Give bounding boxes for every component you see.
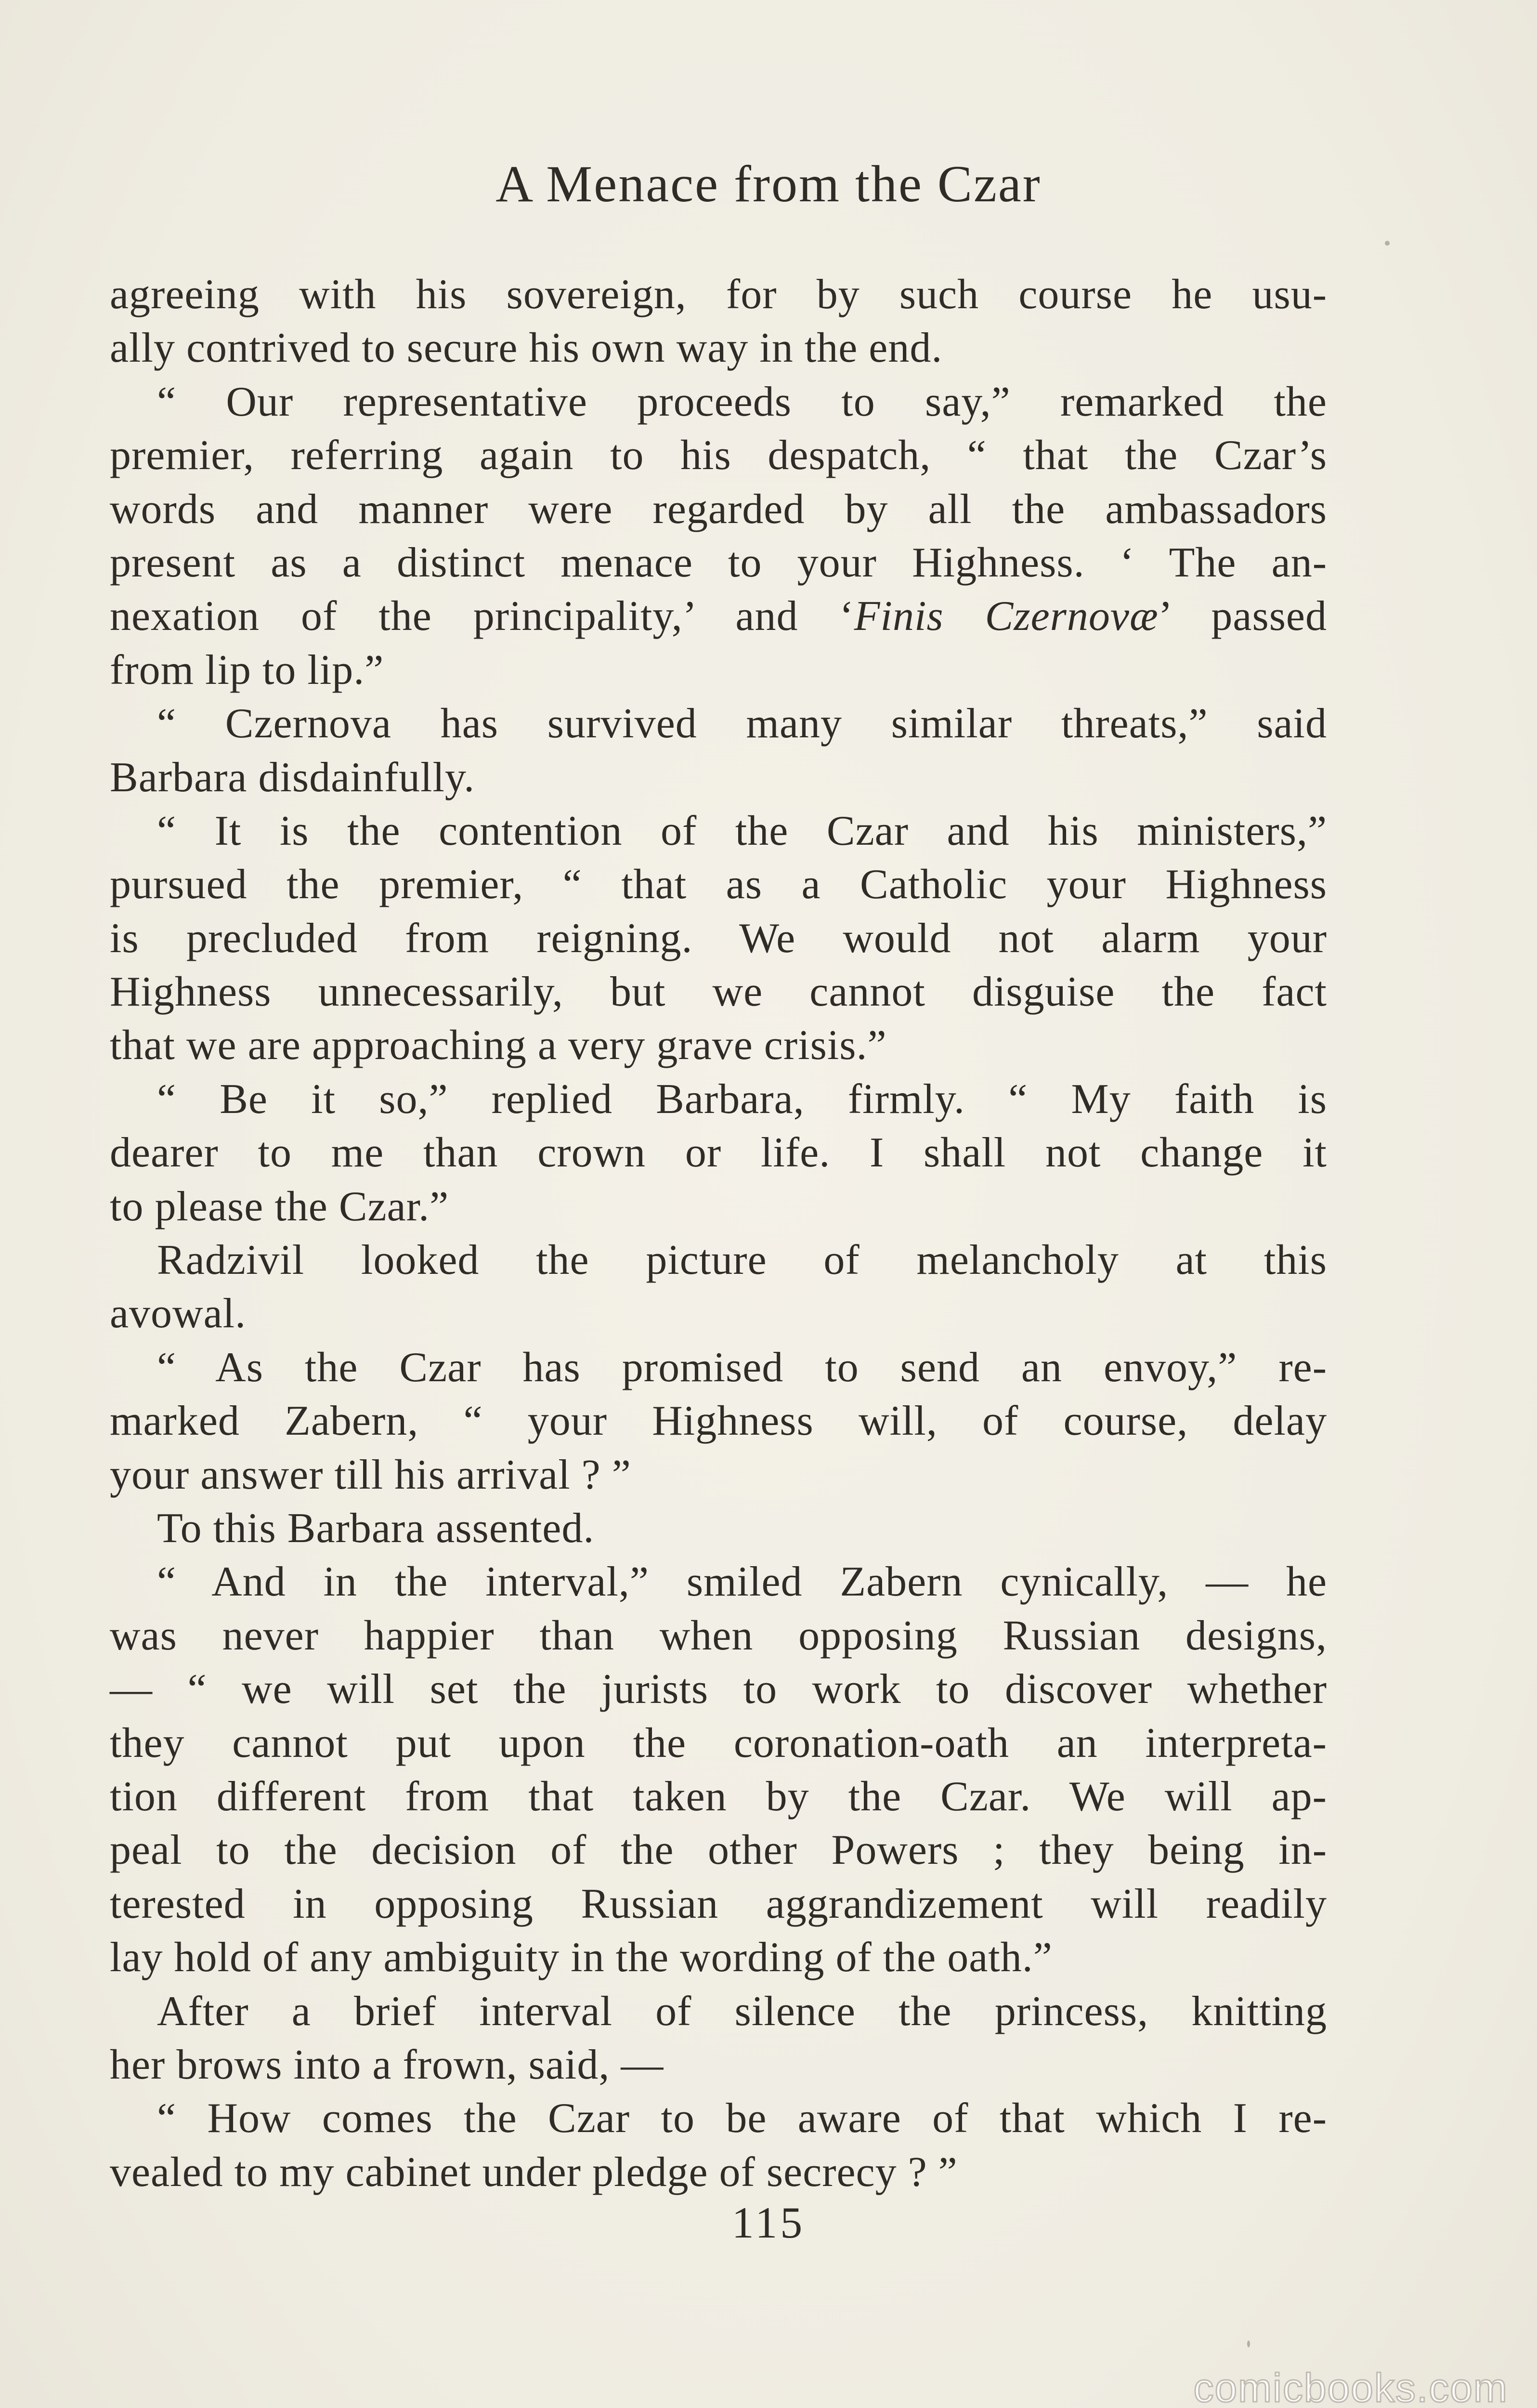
text-line: — “ we will set the jurists to work to discover whether xyxy=(110,1666,1327,1713)
text-line: “ Be it so,” replied Barbara, firmly. “ My faith is xyxy=(157,1075,1327,1123)
text-line: peal to the decision of the other Powers ; they being in- xyxy=(110,1827,1327,1874)
text-line: words and manner were regarded by all the ambassadors xyxy=(110,485,1327,533)
text-line: Highness unnecessarily, but we cannot disguise the fact xyxy=(110,968,1327,1016)
text-line: they cannot put upon the coronation-oath an interpreta- xyxy=(110,1719,1327,1767)
text-line: vealed to my cabinet under pledge of secrecy ? ” xyxy=(110,2148,958,2196)
text-line: “ How comes the Czar to be aware of that which I re- xyxy=(157,2095,1327,2142)
text-line: To this Barbara assented. xyxy=(157,1505,595,1552)
text-line: marked Zabern, “ your Highness will, of course, delay xyxy=(110,1398,1327,1445)
text-line: premier, referring again to his despatch, “ that the Czar’s xyxy=(110,432,1327,479)
text-line: terested in opposing Russian aggrandizement will readily xyxy=(110,1880,1327,1927)
text-line: Radzivil looked the picture of melancholy at this xyxy=(157,1237,1327,1284)
text-line: is precluded from reigning. We would not alarm your xyxy=(110,915,1327,962)
text-line: her brows into a frown, said, — xyxy=(110,2041,664,2088)
text-line: dearer to me than crown or life. I shall not change it xyxy=(110,1129,1327,1177)
text-line: After a brief interval of silence the princess, knitting xyxy=(157,1988,1327,2035)
running-head: A Menace from the Czar xyxy=(495,156,1042,213)
text-line: nexation of the principality,’ and ‘Finis Czernovæ’ passed xyxy=(110,593,1327,640)
text-line: lay hold of any ambiguity in the wording of the oath.” xyxy=(110,1934,1053,1981)
text-line: from lip to lip.” xyxy=(110,646,384,694)
text-line: to please the Czar.” xyxy=(110,1183,449,1230)
text-line: was never happier than when opposing Russian designs, xyxy=(110,1612,1327,1659)
text-line: “ Czernova has survived many similar threats,” said xyxy=(157,700,1327,747)
text-line: tion different from that taken by the Czar. We will ap- xyxy=(110,1773,1327,1820)
text-line: Barbara disdainfully. xyxy=(110,754,475,801)
text-line: present as a distinct menace to your Highness. ‘ The an- xyxy=(110,539,1327,586)
text-line: that we are approaching a very grave crisis.” xyxy=(110,1022,887,1069)
text-line: agreeing with his sovereign, for by such course he usu- xyxy=(110,271,1327,318)
text-line: “ And in the interval,” smiled Zabern cynically, — he xyxy=(157,1558,1327,1606)
paper-speck xyxy=(1385,241,1390,246)
text-line: “ As the Czar has promised to send an envoy,” re- xyxy=(157,1344,1327,1391)
text-line: your answer till his arrival ? ” xyxy=(110,1451,631,1498)
watermark: comicbooks.com xyxy=(1193,2365,1508,2408)
text-line: ally contrived to secure his own way in the end. xyxy=(110,325,943,372)
body-text xyxy=(110,268,1327,2199)
page-number: 115 xyxy=(731,2198,806,2247)
text-line: “ Our representative proceeds to say,” remarked the xyxy=(157,378,1327,425)
paper-speck xyxy=(1247,2341,1250,2347)
text-line: “ It is the contention of the Czar and his ministers,” xyxy=(157,807,1327,854)
text-line: pursued the premier, “ that as a Catholic your Highness xyxy=(110,861,1327,908)
text-line: avowal. xyxy=(110,1290,247,1337)
